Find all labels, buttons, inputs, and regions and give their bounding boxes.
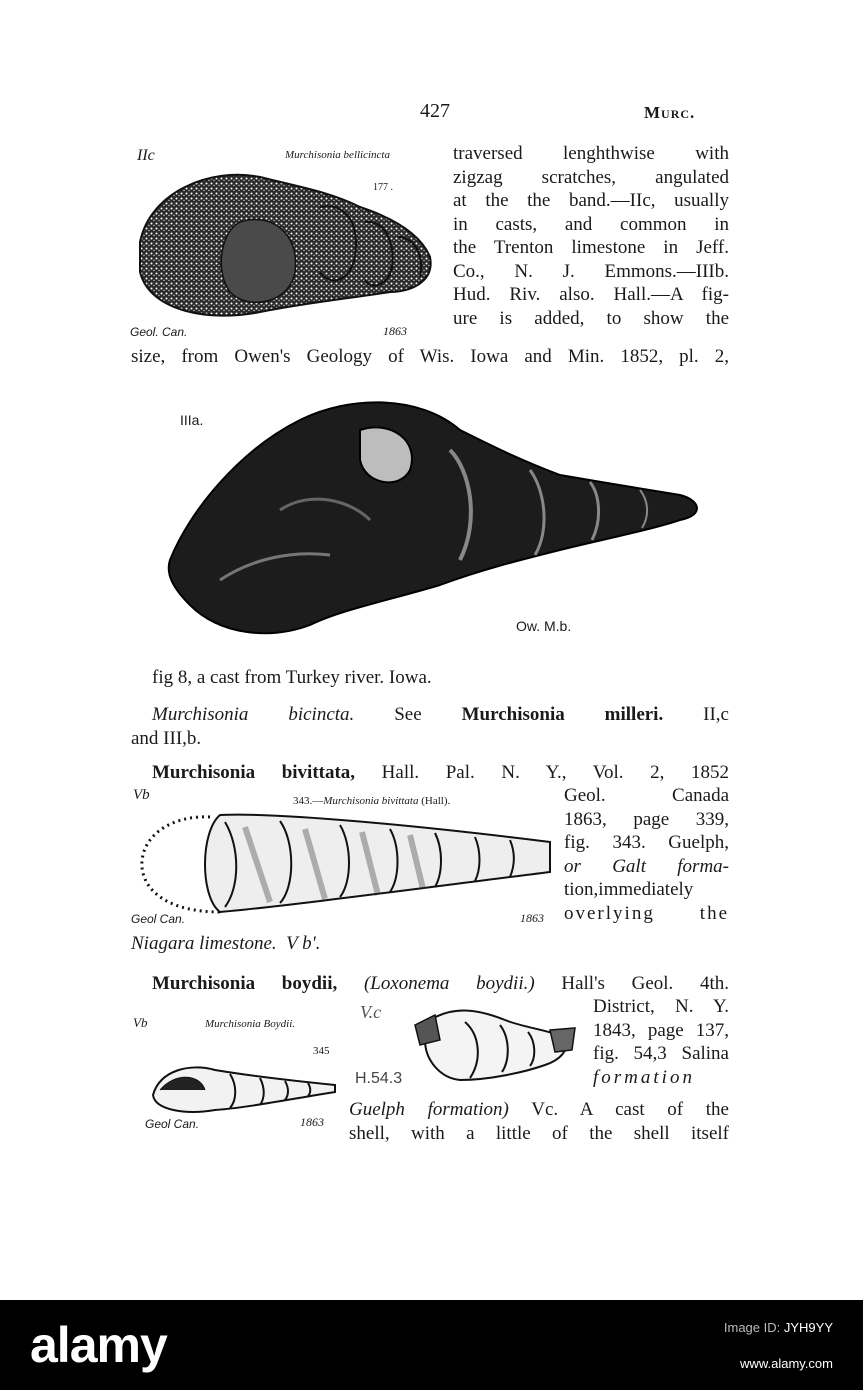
figure-label: Vb xyxy=(133,1015,148,1030)
figure-caption: Murchisonia Boydii. xyxy=(205,1018,296,1030)
text-line: fig. 343. Guelph, xyxy=(564,832,729,853)
text-line: formation xyxy=(593,1066,695,1088)
caption-number: 343.— xyxy=(293,795,324,807)
see-text: See xyxy=(394,704,422,725)
paragraph-bicincta xyxy=(131,703,729,750)
species-name: Murchisonia boydii, xyxy=(152,973,338,994)
running-head: Murc. xyxy=(644,103,696,122)
figure-label: IIIa. xyxy=(180,412,204,428)
text-line: 1863, page 339, xyxy=(564,808,729,830)
figure-source: Ow. M.b. xyxy=(516,618,572,634)
figure-label: Vb xyxy=(133,787,150,803)
ref-tail: II,c xyxy=(703,704,729,725)
shell-illustration xyxy=(410,1000,580,1085)
text-line: Geol. Canada xyxy=(564,785,729,806)
caption-species: Murchisonia bivittata xyxy=(323,795,419,807)
synonym: (Loxonema boydii.) xyxy=(363,973,535,994)
figure-large-shell xyxy=(140,390,740,650)
text-line: traversed lenghthwise with xyxy=(453,143,729,164)
figure-vc-cast xyxy=(355,1000,580,1090)
text-line: District, N. Y. xyxy=(593,996,729,1017)
figure-year: 1863 xyxy=(300,1115,324,1129)
figure-murchisonia-bivittata xyxy=(125,785,555,930)
text-line: Hall's Geol. 4th. xyxy=(561,973,729,994)
text-line: Vc. A cast of the xyxy=(531,1099,729,1120)
text-line: Hall. Pal. N. Y., Vol. 2, 1852 xyxy=(381,762,729,783)
shell-illustration xyxy=(160,390,720,640)
text-line: and III,b. xyxy=(131,727,202,749)
text-line: Hud. Riv. also. Hall.—A fig- xyxy=(453,284,729,305)
footer-url: www.alamy.com xyxy=(740,1356,833,1371)
paragraph-bivittata-right xyxy=(564,784,729,925)
figure-number: 177 . xyxy=(373,182,393,193)
caption-author: (Hall). xyxy=(421,795,451,807)
text-line: Niagara limestone. xyxy=(131,933,277,954)
species-name: Murchisonia bicincta. xyxy=(152,704,355,725)
shell-illustration xyxy=(130,807,555,919)
image-id xyxy=(724,1316,833,1340)
text-line: Guelph formation) xyxy=(349,1099,509,1120)
figure-caption xyxy=(293,795,450,807)
text-line: size, from Owen's Geology of Wis. Iowa and Min. 1852, pl. 2, xyxy=(131,346,729,367)
text-line: ure is added, to show the xyxy=(453,307,729,329)
text-line: zigzag scratches, angulated xyxy=(453,166,729,188)
text-line: shell, with a little of the shell itself xyxy=(349,1123,729,1144)
figure-source: Geol Can. xyxy=(145,1117,200,1131)
shell-illustration xyxy=(145,1060,345,1120)
text-line: Co., N. J. Emmons.—IIIb. xyxy=(453,260,729,282)
text-line: or Galt forma- xyxy=(564,855,729,877)
text-line: at the the band.—IIc, usually xyxy=(453,190,729,211)
text-line: in casts, and common in xyxy=(453,213,729,235)
figure-caption: Murchisonia bellicincta xyxy=(285,149,390,161)
figure-number: 345 xyxy=(313,1045,330,1057)
shell-illustration xyxy=(130,162,440,332)
stock-footer xyxy=(0,1300,863,1390)
text-line: fig. 54,3 Salina xyxy=(593,1043,729,1064)
species-ref: Murchisonia milleri. xyxy=(461,704,664,725)
text-line: V b'. xyxy=(286,933,321,954)
alamy-logo: alamy xyxy=(30,1317,167,1373)
paragraph-bellicincta xyxy=(453,142,729,330)
species-name: Murchisonia bivittata, xyxy=(152,762,356,783)
figure-murchisonia-boydii xyxy=(125,1015,345,1135)
paragraph-boydii-right xyxy=(593,995,729,1089)
figure-label: V.c xyxy=(360,1002,382,1022)
page-number: 427 xyxy=(420,100,450,122)
figure-year: 1863 xyxy=(383,324,407,338)
figure-number: H.54.3 xyxy=(355,1070,403,1087)
text-line: overlying the xyxy=(564,902,729,924)
figure-source: Geol Can. xyxy=(131,912,186,926)
text-line: tion,immediately xyxy=(564,879,694,900)
figure-source: Geol. Can. xyxy=(130,325,188,339)
text-line: the Trenton limestone in Jeff. xyxy=(453,237,729,258)
figure-label: IIc xyxy=(137,147,155,164)
image-id-label: Image ID: xyxy=(723,1320,781,1335)
figure-year: 1863 xyxy=(520,911,544,925)
image-id-value: JYH9YY xyxy=(783,1320,833,1335)
text-line: fig 8, a cast from Turkey river. Iowa. xyxy=(152,667,432,688)
figure-murchisonia-bellicincta xyxy=(125,142,445,342)
text-line: 1843, page 137, xyxy=(593,1019,729,1041)
